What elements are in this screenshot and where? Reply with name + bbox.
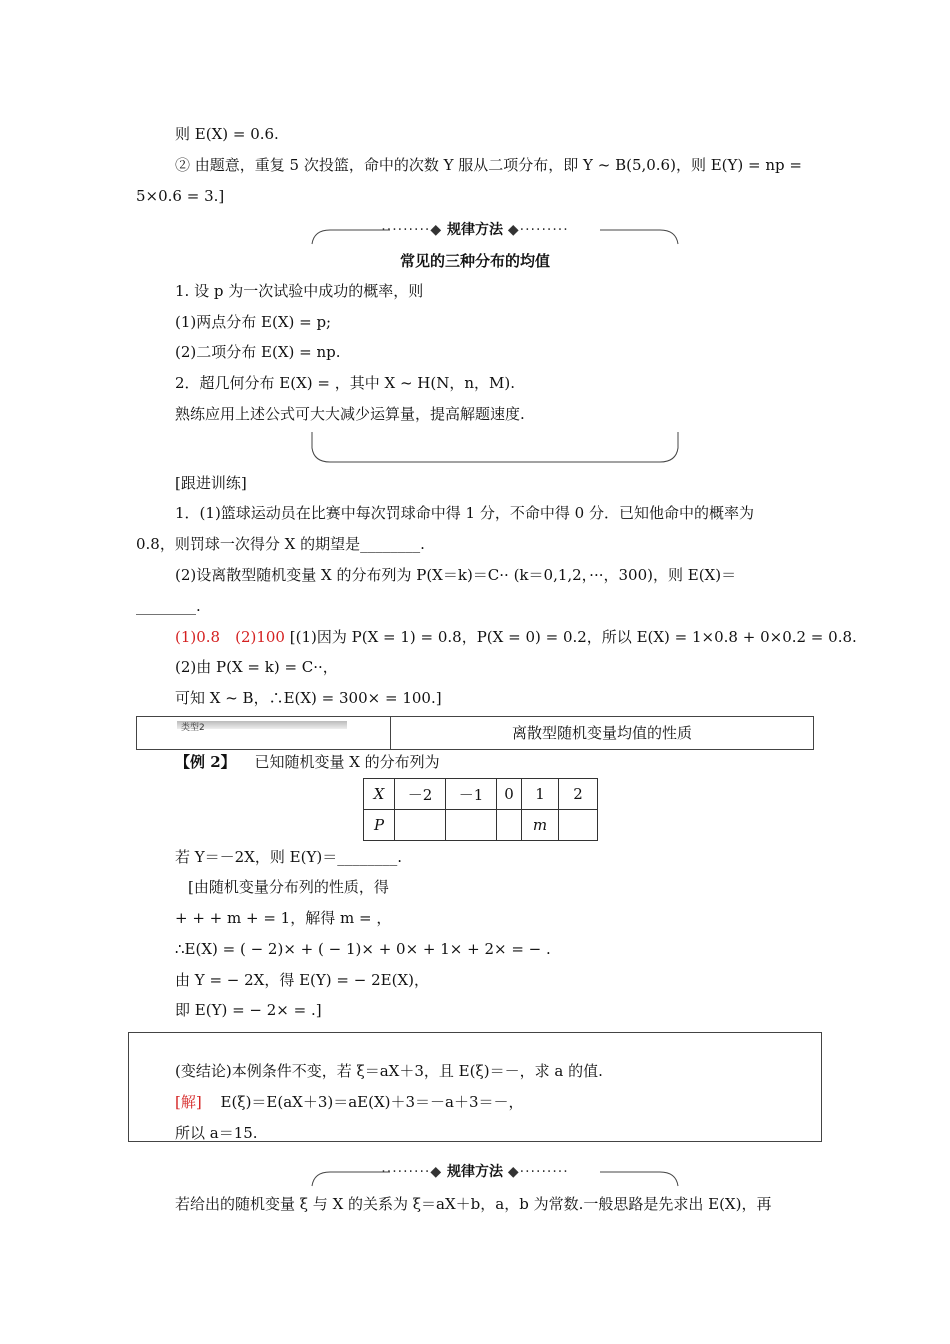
text-line: ② 由题意，重复 5 次投篮，命中的次数 Y 服从二项分布，即 Y ~ B(5,0.6)，则 E(Y) = np =	[175, 156, 802, 174]
text-line: (2)由 P(X = k) = C··，	[175, 658, 338, 676]
text-line: 2．超几何分布 E(X) = ，其中 X ~ H(N，n，M).	[175, 374, 515, 392]
table-row	[364, 779, 598, 810]
table-cell	[497, 810, 522, 841]
table-cell	[446, 810, 497, 841]
table-cell: m	[522, 810, 559, 841]
text-line: ________.	[136, 597, 201, 615]
text-line: 若 Y＝－2X，则 E(Y)＝________.	[175, 848, 402, 866]
text-line: 1．(1)篮球运动员在比赛中每次罚球命中得 1 分，不命中得 0 分．已知他命中的概率为	[175, 504, 754, 522]
text-line: ∴E(X) = ( − 2)× + ( − 1)× + 0× + 1× + 2× = − .	[175, 940, 551, 958]
type-tag-cell	[137, 717, 391, 749]
text-line: 所以 a＝15.	[175, 1124, 258, 1142]
table-cell	[559, 810, 598, 841]
text-line: [由随机变量分布列的性质，得	[188, 878, 389, 896]
answer-line	[175, 627, 857, 647]
text-line: (1)两点分布 E(X) = p;	[175, 313, 332, 331]
variant-box	[128, 1032, 822, 1142]
text-line: + + + m + = 1，解得 m = ，	[175, 909, 392, 927]
law-method-title: ·········◆ 规律方法 ◆·········	[381, 1164, 569, 1180]
type-banner	[136, 716, 814, 750]
text-line: 0.8，则罚球一次得分 X 的期望是________.	[136, 535, 425, 553]
example-label: 【例 2】	[175, 753, 236, 771]
table-cell	[395, 810, 446, 841]
solution-label: [解]	[175, 1093, 202, 1111]
text-line: 则 E(X) = 0.6.	[175, 125, 279, 143]
text-line: (变结论)本例条件不变，若 ξ＝aX＋3，且 E(ξ)＝－，求 a 的值.	[175, 1062, 603, 1080]
distribution-table	[363, 778, 598, 841]
law-method-title: ·········◆ 规律方法 ◆·········	[381, 222, 569, 238]
text-line: 可知 X ~ B，∴E(X) = 300× = 100.]	[175, 689, 442, 707]
type-tag-label: 类型2	[181, 723, 205, 733]
text-line: 即 E(Y) = − 2× = .]	[175, 1001, 322, 1019]
solution-text: E(ξ)＝E(aX＋3)＝aE(X)＋3＝－a＋3＝－，	[220, 1093, 524, 1111]
section-label: [跟进训练]	[175, 474, 247, 492]
text-line: 若给出的随机变量 ξ 与 X 的关系为 ξ＝aX＋b，a，b 为常数.一般思路是先求出 E(X)，再	[175, 1195, 772, 1213]
table-row	[364, 810, 598, 841]
example-text: 已知随机变量 X 的分布列为	[254, 753, 440, 771]
answer-values: (1)0.8 (2)100	[175, 628, 285, 646]
solution-line	[175, 1092, 524, 1112]
table-cell: X	[364, 779, 395, 810]
type-title: 离散型随机变量均值的性质	[511, 724, 692, 742]
table-cell: －2	[395, 779, 446, 810]
table-cell: P	[364, 810, 395, 841]
table-cell: 0	[497, 779, 522, 810]
law-method-heading: 常见的三种分布的均值	[399, 252, 550, 270]
law-box-bottom-curve	[310, 430, 680, 464]
text-line: (2)二项分布 E(X) = np.	[175, 343, 341, 361]
table-cell: 1	[522, 779, 559, 810]
answer-explanation: [(1)因为 P(X = 1) = 0.8，P(X = 0) = 0.2，所以 E(X) = 1×0.8 + 0×0.2 = 0.8.	[289, 628, 857, 646]
table-cell: －1	[446, 779, 497, 810]
text-line: 5×0.6 = 3.]	[136, 187, 225, 205]
example-line	[175, 752, 440, 772]
text-line: 1. 设 p 为一次试验中成功的概率，则	[175, 282, 424, 300]
text-line: (2)设离散型随机变量 X 的分布列为 P(X＝k)＝C·· (k＝0,1,2，···，300)，则 E(X)＝	[175, 566, 737, 584]
table-cell: 2	[559, 779, 598, 810]
text-line: 由 Y = − 2X，得 E(Y) = − 2E(X)，	[175, 971, 429, 989]
text-line: 熟练应用上述公式可大大减少运算量，提高解题速度.	[175, 405, 525, 423]
